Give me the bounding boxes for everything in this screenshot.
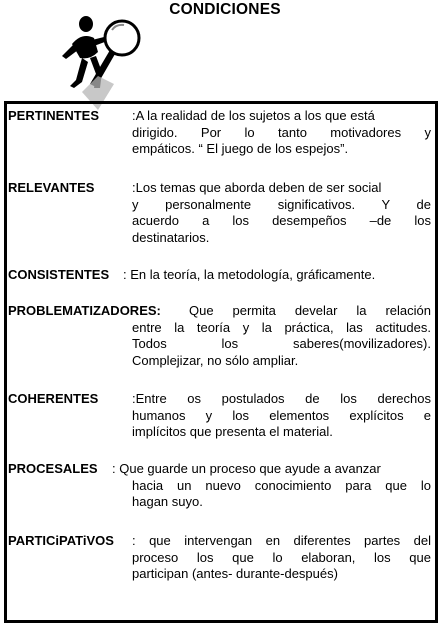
desc-line: Complejizar, no sólo ampliar.: [132, 352, 299, 368]
desc-line: Todos los saberes(movilizadores).: [132, 336, 431, 351]
desc-coherentes: [132, 391, 431, 441]
term-consistentes: CONSISTENTES: [8, 267, 110, 282]
desc-line: : Que guarde un proceso que ayude a avanzar: [112, 461, 381, 476]
desc-procesales: [132, 478, 431, 511]
desc-pertinentes: [132, 108, 431, 158]
magnifier-figure-icon: [54, 14, 150, 112]
desc-line: implícitos que presenta el material.: [132, 424, 333, 439]
desc-line: entre la teoría y la práctica, las actitudes.: [132, 319, 431, 335]
term-problematizadores: PROBLEMATIZADORES:: [8, 303, 161, 318]
desc-line: humanos y los elementos explícitos e: [132, 407, 431, 423]
desc-consistentes: [123, 267, 433, 284]
page-title: CONDICIONES: [169, 1, 281, 18]
term-participativos: PARTICiPATiVOS: [8, 533, 114, 548]
desc-line: : En la teoría, la metodología, gráficamente.: [123, 267, 376, 282]
desc-relevantes: [132, 180, 431, 246]
desc-line: proceso los que lo elaboran, los que: [132, 549, 431, 565]
desc-line: :A la realidad de los sujetos a los que está: [132, 108, 375, 123]
desc-line: hagan suyo.: [132, 494, 203, 509]
desc-participativos: [132, 533, 431, 583]
desc-line: hacia un nuevo conocimiento para que lo: [132, 477, 431, 493]
desc-line: empáticos. “ El juego de los espejos”.: [132, 141, 349, 156]
desc-procesales-first: [112, 461, 432, 478]
desc-line: :Los temas que aborda deben de ser social: [132, 180, 382, 195]
desc-line: Que permita develar la relación: [189, 303, 431, 318]
desc-line: y personalmente significativos. Y de: [132, 196, 431, 212]
desc-line: destinatarios.: [132, 229, 210, 245]
term-pertinentes: PERTINENTES: [8, 108, 100, 123]
desc-line: : que intervengan en diferentes partes del: [132, 533, 431, 548]
desc-line: :Entre os postulados de los derechos: [132, 391, 431, 406]
desc-problematizadores-first: [189, 303, 431, 320]
term-relevantes: RELEVANTES: [8, 180, 95, 195]
desc-line: dirigido. Por lo tanto motivadores y: [132, 124, 431, 140]
desc-problematizadores: [132, 320, 431, 370]
desc-line: acuerdo a los desempeños –de los: [132, 213, 431, 228]
term-procesales: PROCESALES: [8, 461, 98, 476]
desc-line: participan (antes- durante-después): [132, 566, 338, 581]
term-coherentes: COHERENTES: [8, 391, 99, 406]
